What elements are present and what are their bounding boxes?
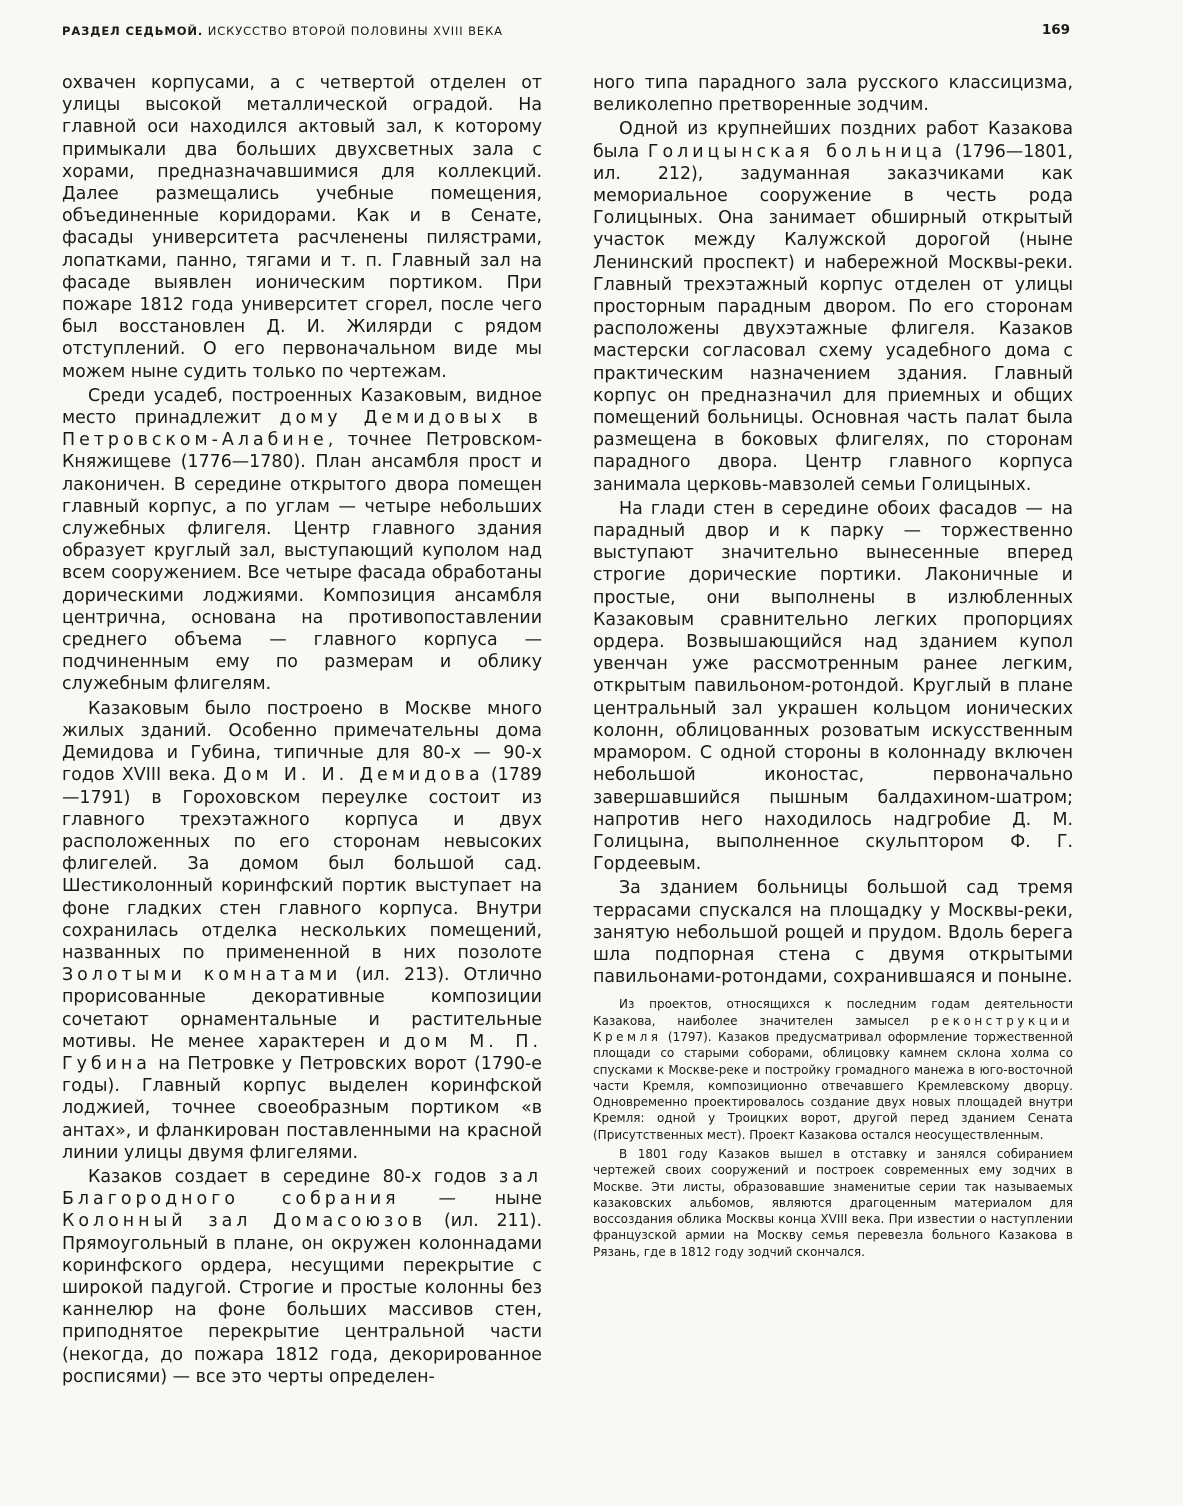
- spaced-term: дому Демидовых в Петровском-Алабине: [62, 408, 542, 451]
- section-subtitle: ИСКУССТВО ВТОРОЙ ПОЛОВИНЫ XVIII ВЕКА: [203, 24, 503, 38]
- paragraph: [593, 118, 1073, 495]
- text-run: Из проектов, относящихся к последним годам деятельности Казакова, наиболее значителен замысел: [593, 997, 1073, 1028]
- running-header: [62, 24, 503, 38]
- text-run: , точнее Петровском-Княжищеве (1776—1780). План ансамбля прост и лаконичен. В середине открытого двора помещен главный корпус, а по углам — четыре небольших служебных флигеля. Центр главного здания образует круглый зал, выступающий куполом над всем сооружением. Все четыре фасада обработаны дорическими лоджиями. Композиция ансамбля центрична, основана на противопоставлении среднего объема — главного корпуса — подчиненным ему по размерам и облику служебным флигелям.: [62, 430, 542, 695]
- text-run: — ныне: [399, 1189, 542, 1210]
- text-run: Казаков создает в середине 80-х годов: [88, 1166, 499, 1187]
- spaced-term: дом М. П. Губина: [62, 1031, 543, 1074]
- paragraph: ного типа парадного зала русского классицизма, великолепно претворенные зодчим.: [593, 73, 1073, 116]
- text-run: Одной из крупнейших поздних работ Казакова была: [593, 119, 1073, 162]
- text-run: (ил. 213). Отлично прорисованные декоративные композиции сочетают орнаментальные и растительные мотивы. Не менее характерен и: [62, 965, 543, 1052]
- text-run: Казаковым было построено в Москве много жилых зданий. Особенно примечательны дома Демидова и Губина, типичные для 80-х — 90-х годов XVIII века.: [62, 698, 542, 786]
- text-run: (1789—1791) в Гороховском переулке состоит из главного трехэтажного корпуса и двух расположенных по его сторонам невысоких флигелей. За домом был большой сад. Шестиколонный коринфский портик выступает на фоне гладких стен главного корпуса. Внутри сохранилась отделка нескольких помещений, названных по примененной в них позолоте: [62, 765, 542, 963]
- spaced-term: Золотыми комнатами: [62, 965, 342, 986]
- text-run: на Петровке у Петровских ворот (1790-е годы). Главный корпус выделен коринфской лоджией, точнее своеобразным портиком «в антах», и фланкирован поставленными на красной линии улицы двумя флигелями.: [62, 1053, 542, 1163]
- section-title: РАЗДЕЛ СЕДЬМОЙ.: [62, 24, 204, 38]
- paragraph: За зданием больницы большой сад тремя террасами спускался на площадку у Москвы-реки, занятую небольшой рощей и прудом. Вдоль берега шла подпорная стена с двумя открытыми павильонами-ротондами, сохранившаяся и поныне.: [593, 878, 1073, 988]
- spaced-term: Голицынская больница: [647, 141, 947, 162]
- text-run: (ил. 211). Прямоугольный в плане, он окружен колоннадами коринфского ордера, несущими перекрытие с широкой падугой. Строгие и простые колонны без каннелюр на фоне больших массивов стен, приподнятое перекрытие центральной части (некогда, до пожара 1812 года, декорированное росписями) — все это черты определен-: [62, 1211, 542, 1387]
- paragraph: [62, 1166, 542, 1388]
- text-run: Среди усадеб, построенных Казаковым, видное место принадлежит: [62, 385, 542, 429]
- text-run: (1796—1801, ил. 212), задуманная заказчиками как мемориальное сооружение в честь рода Голицыных. Она занимает обширный открытый участок между Калужской дорогой (ныне Ленинский проспект) и набережной Москвы-реки. Главный трехэтажный корпус отделен от улицы просторным парадным двором. По его сторонам расположены двухэтажные флигеля. Казаков мастерски согласовал схему усадебного дома с практическим назначением здания. Главный корпус он предназначил для приемных и общих помещений больницы. Основная часть палат была размещена в боковых флигелях, по сторонам парадного двора. Центр главного корпуса занимала церковь-мавзолей семьи Голицыных.: [593, 141, 1074, 495]
- spaced-term: зал Благородного собрания: [62, 1166, 542, 1210]
- paragraph: [62, 385, 542, 696]
- spaced-term: Колонный зал Домасоюзов: [62, 1211, 427, 1232]
- note-paragraph: [593, 996, 1073, 1143]
- right-column: [593, 72, 1073, 1260]
- left-column: [62, 72, 542, 1388]
- spaced-term: реконструкции Кремля: [593, 1013, 1073, 1044]
- text-run: (1797). Казаков предусматривал оформление торжественной площади со старыми соборами, облицовку камнем склона холма со спусками к Москве-реке и постройку громадного манежа в юго-восточной части Кремля, композиционно отвечавшего Кремлевскому дворцу. Одновременно проектировалось создание двух новых площадей внутри Кремля: одной у Троицких ворот, другой перед зданием Сената (Присутственных мест). Проект Казакова остался неосуществленным.: [593, 1029, 1073, 1142]
- paragraph: На глади стен в середине обоих фасадов — на парадный двор и к парку — торжественно выступают значительно вынесенные вперед строгие дорические портики. Лаконичные и простые, они выполнены в излюбленных Казаковым сравнительно легких пропорциях ордера. Возвышающийся над зданием купол увенчан уже рассмотренным ранее легким, открытым павильоном-ротондой. Круглый в плане центральный зал украшен кольцом ионических колонн, облицованных розоватым искусственным мрамором. С одной стороны в колоннаду включен небольшой иконостас, первоначально завершавшийся пышным балдахином-шатром; напротив него находилось надгробие Д. М. Голицына, выполненное скульптором Ф. Г. Гордеевым.: [593, 498, 1073, 875]
- paragraph: охвачен корпусами, а с четвертой отделен от улицы высокой металлической оградой. На главной оси находился актовый зал, к которому примыкали два больших двухсветных зала с хорами, предназначавшимися для коллекций. Далее размещались учебные помещения, объединенные коридорами. Как и в Сенате, фасады университета расчленены пилястрами, лопатками, панно, тягами и т. п. Главный зал на фасаде выявлен ионическим портиком. При пожаре 1812 года университет сгорел, после чего был восстановлен Д. И. Жилярди с рядом отступлений. О его первоначальном виде мы можем ныне судить только по чертежам.: [62, 73, 542, 382]
- spaced-term: Дом И. И. Демидова: [223, 765, 484, 786]
- note-paragraph: В 1801 году Казаков вышел в отставку и занялся собиранием чертежей своих сооружений и построек современных ему зодчих в Москве. Эти листы, образовавшие знаменитые серии так называемых казаковских альбомов, являются драгоценным материалом для воссоздания облика Москвы конца XVIII века. При известии о наступлении французской армии на Москву семья перевезла больного Казакова в Рязань, где в 1812 году зодчий скончался.: [593, 1147, 1073, 1259]
- page-number: 169: [1041, 22, 1070, 38]
- notes: [593, 996, 1073, 1260]
- paragraph: [62, 698, 542, 1164]
